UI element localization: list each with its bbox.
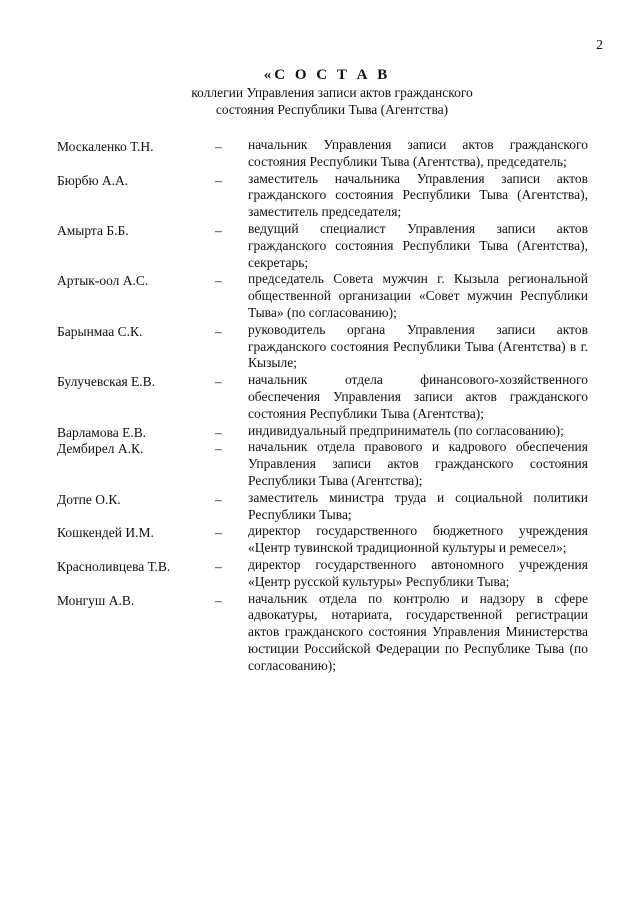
- member-row: [0, 591, 640, 675]
- member-row: [0, 171, 640, 221]
- member-dash: –: [215, 273, 222, 289]
- member-name: Кошкендей И.М.: [57, 525, 154, 541]
- member-position: директор государственного автономного учреждения «Центр русской культуры» Республики Тыва;: [248, 556, 588, 589]
- document-title: «С О С Т А В: [263, 67, 391, 83]
- member-name: Дотпе О.К.: [57, 491, 121, 507]
- member-position: руководитель органа Управления записи актов гражданского состояния Республики Тыва (Агентства) в г. Кызыле;: [248, 321, 588, 371]
- member-dash: –: [215, 424, 222, 440]
- member-name: Амырта Б.Б.: [57, 222, 129, 238]
- member-dash: –: [215, 222, 222, 238]
- member-row: [0, 271, 640, 321]
- member-position: начальник отдела по контролю и надзору в сфере адвокатуры, нотариата, государственной регистрации актов гражданского состояния Управления Министерства юстиции Российской Федерации по Республике Тыва (по согласованию);: [248, 590, 588, 673]
- member-position: ведущий специалист Управления записи актов гражданского состояния Республики Тыва (Агентства), секретарь;: [248, 220, 588, 270]
- member-name: Барынмаа С.К.: [57, 323, 143, 339]
- member-name: Бюрбю А.А.: [57, 172, 129, 188]
- member-name: Монгуш А.В.: [57, 592, 135, 608]
- member-position: индивидуальный предприниматель (по согласованию);: [248, 422, 564, 438]
- member-name: Булучевская Е.В.: [57, 374, 156, 390]
- member-row: [0, 557, 640, 591]
- member-row: [0, 221, 640, 271]
- member-position: начальник отдела правового и кадрового обеспечения Управления записи актов гражданского состояния Республики Тыва (Агентства);: [248, 439, 588, 488]
- member-dash: –: [215, 525, 222, 541]
- member-row: [0, 423, 640, 440]
- member-position: председатель Совета мужчин г. Кызыла региональной общественной организации «Совет мужчин Республики Тыва» (по согласованию);: [248, 271, 588, 320]
- member-position: заместитель начальника Управления записи актов гражданского состояния Республики Тыва (Агентства), заместитель председателя;: [248, 170, 588, 220]
- document-subtitle-line-1: коллегии Управления записи актов гражданского: [191, 85, 473, 100]
- member-position: заместитель министра труда и социальной политики Республики Тыва;: [248, 489, 588, 522]
- member-row: [0, 372, 640, 422]
- member-dash: –: [215, 172, 222, 188]
- member-dash: –: [215, 558, 222, 574]
- member-name: Красноливцева Т.В.: [57, 558, 171, 574]
- member-dash: –: [215, 323, 222, 339]
- member-position: директор государственного бюджетного учреждения «Центр тувинской традиционной культуры и ремесел»;: [248, 523, 588, 556]
- members-list: [0, 137, 640, 675]
- member-row: [0, 523, 640, 557]
- member-row: [0, 490, 640, 524]
- document-header: [0, 66, 640, 118]
- member-name: Артык-оол А.С.: [57, 273, 149, 289]
- member-dash: –: [215, 139, 222, 154]
- member-name: Москаленко Т.Н.: [57, 139, 154, 154]
- member-dash: –: [215, 441, 222, 457]
- member-name: Дембирел А.К.: [57, 441, 144, 457]
- member-dash: –: [215, 491, 222, 507]
- member-row: [0, 439, 640, 489]
- member-row: [0, 137, 640, 171]
- page-number: 2: [596, 38, 603, 53]
- document-subtitle-line-2: состояния Республики Тыва (Агентства): [215, 102, 449, 117]
- member-position: начальник отдела финансового-хозяйственного обеспечения Управления записи актов гражданского состояния Республики Тыва (Агентства);: [248, 372, 588, 421]
- member-row: [0, 322, 640, 372]
- member-position: начальник Управления записи актов гражданского состояния Республики Тыва (Агентства), председатель;: [248, 137, 588, 169]
- member-name: Варламова Е.В.: [57, 424, 147, 440]
- member-dash: –: [215, 374, 222, 390]
- member-dash: –: [215, 592, 222, 608]
